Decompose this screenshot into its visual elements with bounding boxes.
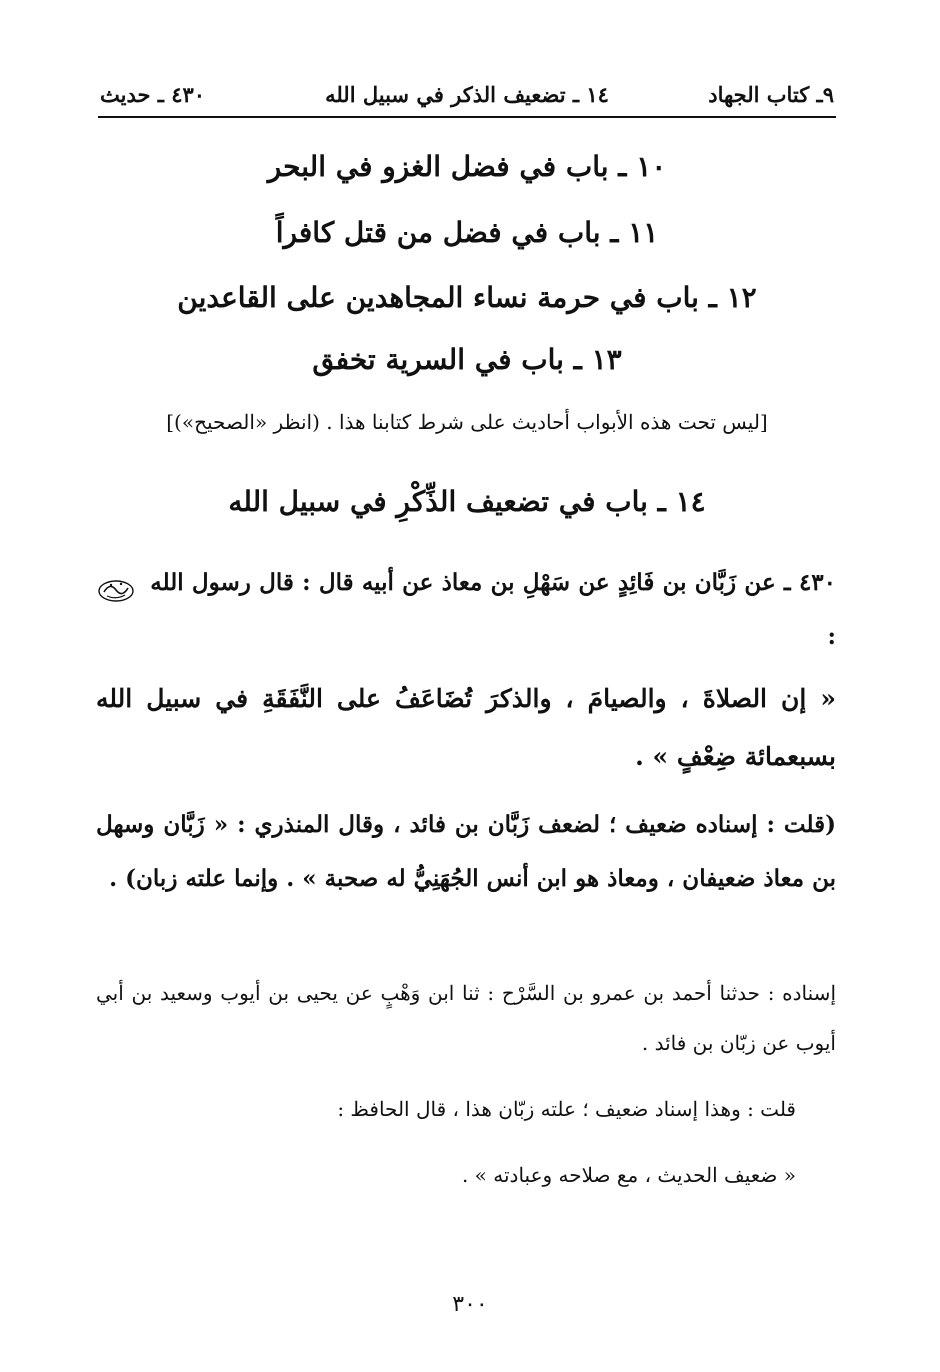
hadith-chain-colon: : xyxy=(827,623,836,650)
chapter-heading-11: ١١ ـ باب في فضل من قتل كافراً xyxy=(275,216,659,249)
grading-comment: (قلت : إسناده ضعيف ؛ لضعف زَبَّان بن فائد ، وقال المنذري : « زَبَّان وسهل بن معاذ ضعيفان ، ومعاذ هو ابن أنس الجُهَنِيُّ له صحبة » . وإنما علته زبان) . xyxy=(96,811,836,892)
hadith-text: « إن الصلاةَ ، والصيامَ ، والذكرَ تُضَاعَفُ على النَّفَقَةِ في سبيل الله بسبعمائة ضِعْفٍ » . xyxy=(96,684,836,771)
chapter-heading-13: ١٣ ـ باب في السرية تخفق xyxy=(312,343,622,376)
hadith-chain-text: ٤٣٠ ـ عن زَبَّان بن فَائِدٍ عن سَهْلِ بن معاذ عن أبيه قال : قال رسول الله xyxy=(150,569,836,596)
header-rule xyxy=(98,116,836,118)
salla-allahu-alayhi-wasallam-icon xyxy=(96,570,136,598)
chapter-heading-10: ١٠ ـ باب في فضل الغزو في البحر xyxy=(267,150,667,183)
isnad-paragraph: إسناده : حدثنا أحمد بن عمرو بن السَّرْح : ثنا ابن وَهْبٍ عن يحيى بن أيوب وسعيد بن أبي أيوب عن زبّان بن فائد . xyxy=(96,981,836,1055)
hadith-chain xyxy=(96,556,836,664)
header-hadith-number: ٤٣٠ ـ حديث xyxy=(100,82,206,107)
hafiz-quote: « ضعيف الحديث ، مع صلاحه وعبادته » . xyxy=(461,1163,796,1187)
chapter-heading-12: ١٢ ـ باب في حرمة نساء المجاهدين على القاعدين xyxy=(177,281,757,314)
page-number: ٣٠٠ xyxy=(452,1292,488,1317)
second-comment: قلت : وهذا إسناد ضعيف ؛ علته زبّان هذا ، قال الحافظ : xyxy=(337,1097,796,1121)
header-chapter-title: ١٤ ـ تضعيف الذكر في سبيل الله xyxy=(325,82,609,107)
header-book-title: ٩ـ كتاب الجهاد xyxy=(708,82,834,107)
running-header xyxy=(100,78,834,114)
editor-note: [ليس تحت هذه الأبواب أحاديث على شرط كتابنا هذا . (انظر «الصحيح»)] xyxy=(166,410,768,434)
chapter-heading-14: ١٤ ـ باب في تضعيف الذِّكْرِ في سبيل الله xyxy=(228,485,706,518)
